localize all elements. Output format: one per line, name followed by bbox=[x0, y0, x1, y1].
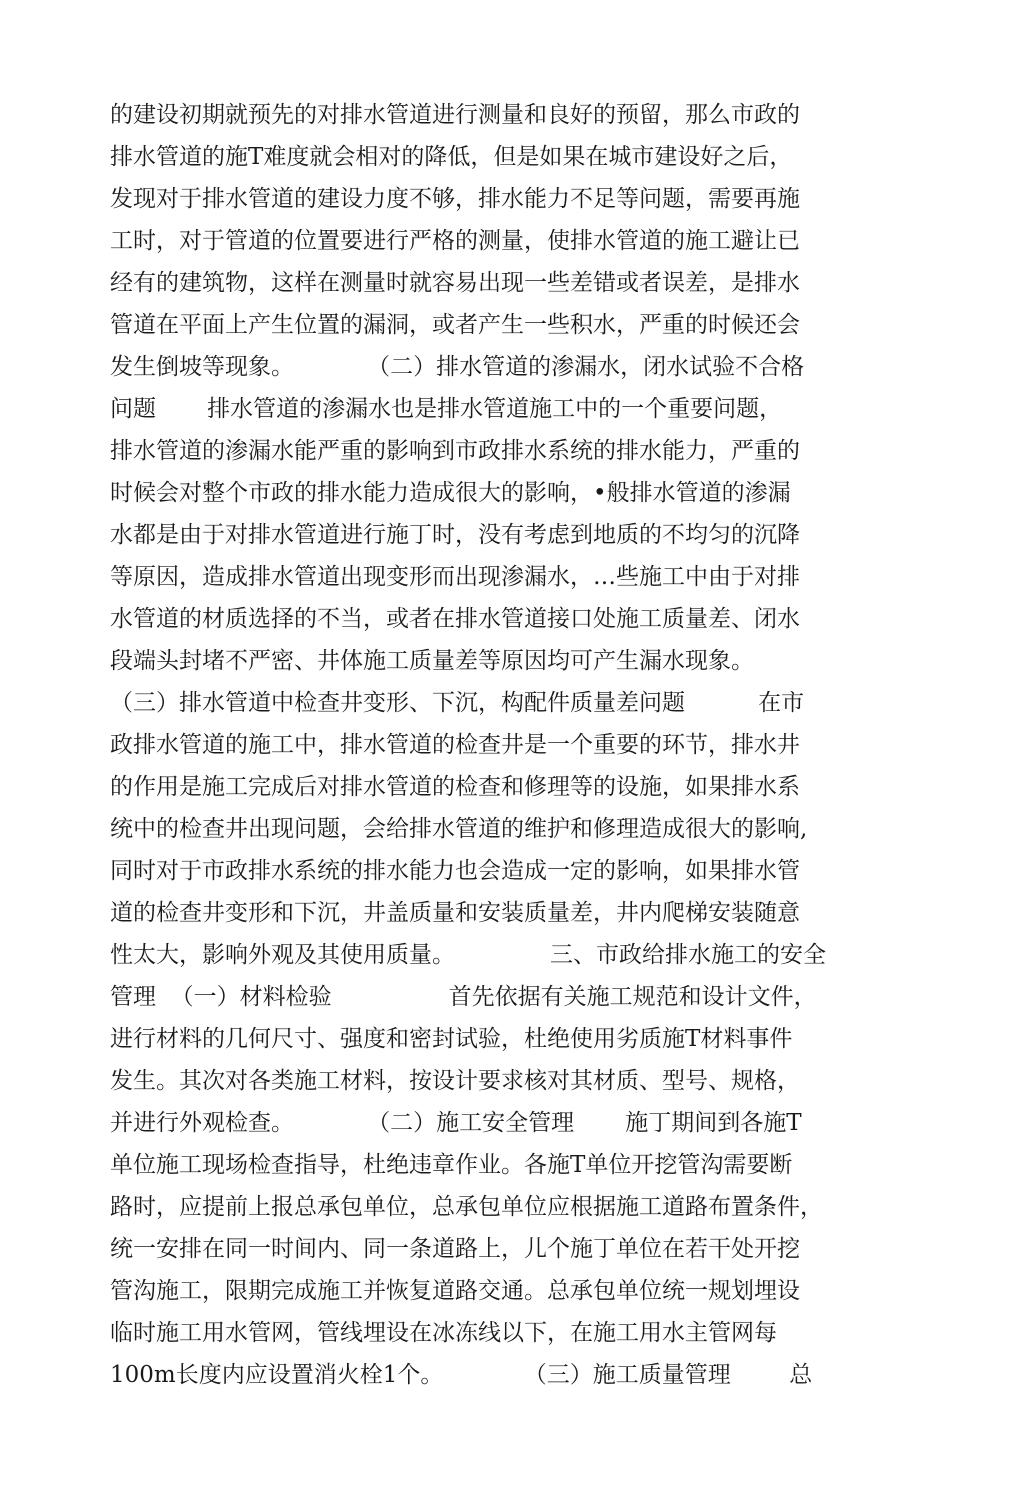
text-line: 排水管道的渗漏水能严重的影响到市政排水系统的排水能力，严重的 bbox=[110, 438, 800, 464]
text-line: 经有的建筑物，这样在测量时就容易出现一些差错或者误差，是排水 bbox=[110, 270, 800, 296]
text-line: 统中的检查井出现问题，会给排水管道的维护和修理造成很大的影响, bbox=[110, 816, 808, 842]
text-line: 统一安排在同一时间内、同一条道路上，儿个施丁单位在若干处开挖 bbox=[110, 1236, 800, 1262]
text-line: 临时施工用水管网，管线埋设在冰冻线以下，在施工用水主管网每 bbox=[110, 1320, 777, 1346]
text-line: 发生倒坡等现象。 （二）排水管道的渗漏水，闭水试验不合格 bbox=[110, 354, 805, 380]
text-line: 进行材料的几何尺寸、强度和密封试验，杜绝使用劣质施T材料事件 bbox=[110, 1026, 793, 1052]
text-line: 管理 （一）材料检验 首先依据有关施工规范和设计文件， bbox=[110, 984, 817, 1010]
text-line: 发现对于排水管道的建设力度不够，排水能力不足等问题，需要再施 bbox=[110, 186, 800, 212]
text-line: 工时，对于管道的位置要进行严格的测量，使排水管道的施工避让已 bbox=[110, 228, 800, 254]
body-text bbox=[110, 94, 900, 1396]
text-line: 水都是由于对排水管道进行施丁时，没有考虑到地质的不均匀的沉降 bbox=[110, 522, 800, 548]
text-line: 发生。其次对各类施工材料，按设计要求核对其材质、型号、规格， bbox=[110, 1068, 800, 1094]
text-line: 的建设初期就预先的对排水管道进行测量和良好的预留，那么市政的 bbox=[110, 102, 800, 128]
text-line: 问题 排水管道的渗漏水也是排水管道施工中的一个重要问题， bbox=[110, 396, 783, 422]
text-line: 性太大，影响外观及其使用质量。 三、市政给排水施工的安全 bbox=[110, 942, 827, 968]
text-line: 管沟施工，限期完成施工并恢复道路交通。总承包单位统一规划埋设 bbox=[110, 1278, 800, 1304]
text-line: 并进行外观检查。 （二）施工安全管理 施丁期间到各施T bbox=[110, 1110, 802, 1136]
text-line: 段端头封堵不严密、井体施工质量差等原因均可产生漏水现象。 bbox=[110, 648, 754, 674]
text-line: 水管道的材质选择的不当，或者在排水管道接口处施工质量差、闭水 bbox=[110, 606, 800, 632]
text-line: 路时，应提前上报总承包单位，总承包单位应根据施工道路布置条件， bbox=[110, 1194, 823, 1220]
text-line: （三）排水管道中检查井变形、下沉，构配件质量差问题 在市 bbox=[110, 690, 805, 716]
text-line: 等原因，造成排水管道出现变形而出现渗漏水，…些施工中由于对排 bbox=[110, 564, 800, 590]
text-line: 管道在平面上产生位置的漏洞，或者产生一些积水，严重的时候还会 bbox=[110, 312, 800, 338]
text-line: 的作用是施工完成后对排水管道的检查和修理等的设施，如果排水系 bbox=[110, 774, 800, 800]
text-line: 排水管道的施T难度就会相对的降低，但是如果在城市建设好之后， bbox=[110, 144, 793, 170]
text-line: 100m长度内应设置消火栓1个。 （三）施工质量管理 总 bbox=[110, 1362, 813, 1388]
text-line: 时候会对整个市政的排水能力造成很大的影响，•般排水管道的渗漏 bbox=[110, 480, 791, 506]
text-line: 单位施工现场检查指导，杜绝违章作业。各施T单位开挖管沟需要断 bbox=[110, 1152, 793, 1178]
text-line: 道的检查井变形和下沉，井盖质量和安装质量差，井内爬梯安装随意 bbox=[110, 900, 800, 926]
text-line: 政排水管道的施工中，排水管道的检查井是一个重要的环节，排水井 bbox=[110, 732, 800, 758]
text-line: 同时对于市政排水系统的排水能力也会造成一定的影响，如果排水管 bbox=[110, 858, 800, 884]
